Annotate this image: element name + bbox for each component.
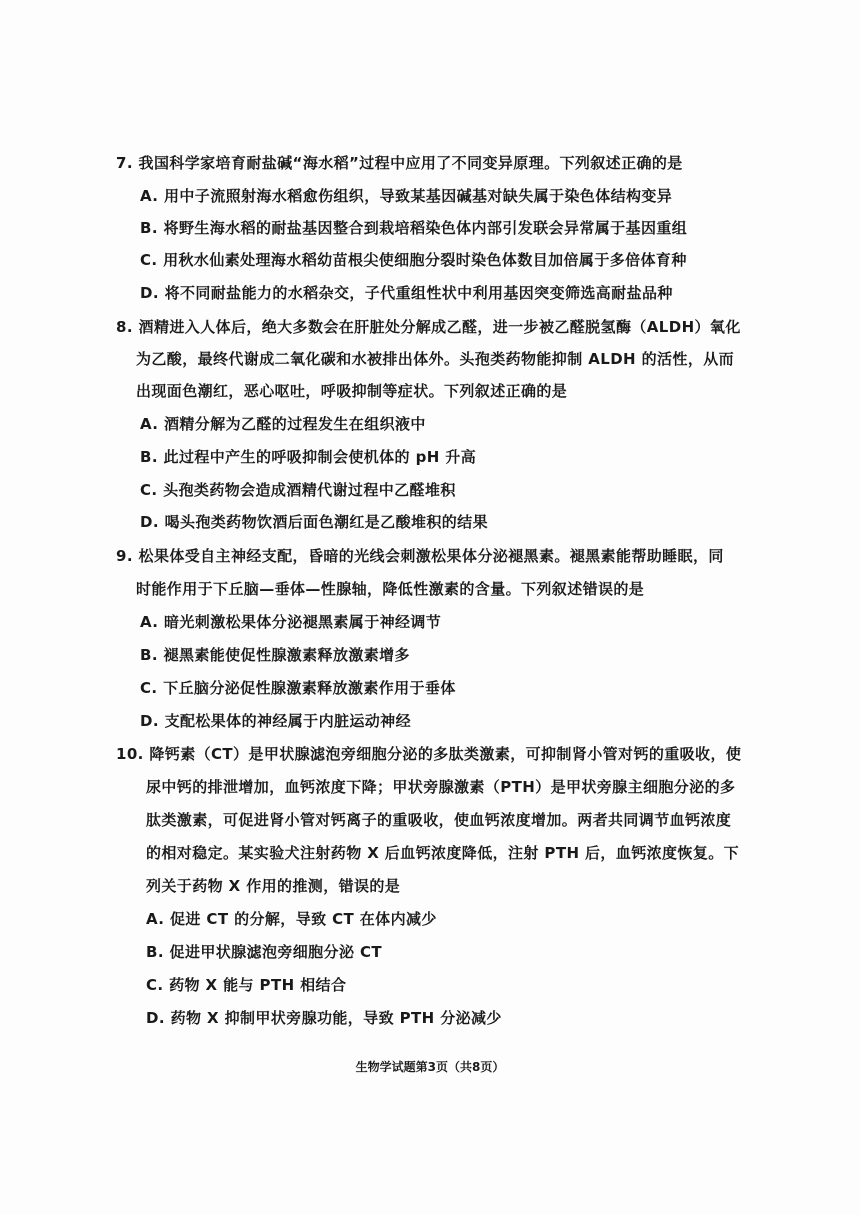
q7-option-b: B. 将野生海水稻的耐盐基因整合到栽培稻染色体内部引发联会异常属于基因重组 [140, 219, 688, 237]
q9-option-b: B. 褪黑素能使促性腺激素释放激素增多 [140, 646, 410, 664]
q9-option-d: D. 支配松果体的神经属于内脏运动神经 [140, 712, 411, 730]
q8-option-a: A. 酒精分解为乙醛的过程发生在组织液中 [140, 415, 426, 433]
q10-stem-line-2: 尿中钙的排泄增加，血钙浓度下降；甲状旁腺激素（PTH）是甲状旁腺主细胞分泌的多 [146, 778, 736, 796]
q9-option-a: A. 暗光刺激松果体分泌褪黑素属于神经调节 [140, 613, 442, 631]
page-footer: 生物学试题第3页（共8页） [355, 1060, 505, 1074]
q10-option-c: C. 药物 X 能与 PTH 相结合 [146, 976, 347, 994]
q8-stem-line-1: 8. 酒精进入人体后，绝大多数会在肝脏处分解成乙醛，进一步被乙醛脱氢酶（ALDH）氧化 [116, 318, 741, 336]
q8-option-b: B. 此过程中产生的呼吸抑制会使机体的 pH 升高 [140, 448, 477, 466]
q7-stem-line-1: 7. 我国科学家培育耐盐碱“海水稻”过程中应用了不同变异原理。下列叙述正确的是 [116, 154, 683, 172]
q10-option-d: D. 药物 X 抑制甲状旁腺功能，导致 PTH 分泌减少 [146, 1009, 502, 1027]
q10-stem-line-5: 列关于药物 X 作用的推测，错误的是 [146, 877, 401, 895]
q7-option-c: C. 用秋水仙素处理海水稻幼苗根尖使细胞分裂时染色体数目加倍属于多倍体育种 [140, 251, 687, 269]
q8-option-d: D. 喝头孢类药物饮酒后面色潮红是乙酸堆积的结果 [140, 513, 488, 531]
q10-option-a: A. 促进 CT 的分解，导致 CT 在体内减少 [146, 910, 437, 928]
q9-stem-line-1: 9. 松果体受自主神经支配，昏暗的光线会刺激松果体分泌褪黑素。褪黑素能帮助睡眠，同 [116, 547, 724, 565]
q8-stem-line-2: 为乙酸，最终代谢成二氧化碳和水被排出体外。头孢类药物能抑制 ALDH 的活性，从而 [136, 350, 735, 368]
q8-stem-line-3: 出现面色潮红，恶心呕吐，呼吸抑制等症状。下列叙述正确的是 [136, 382, 568, 400]
q10-stem-line-1: 10. 降钙素（CT）是甲状腺滤泡旁细胞分泌的多肽类激素，可抑制肾小管对钙的重吸收，使 [116, 745, 742, 763]
q9-option-c: C. 下丘脑分泌促性腺激素释放激素作用于垂体 [140, 679, 456, 697]
q7-option-a: A. 用中子流照射海水稻愈伤组织，导致某基因碱基对缺失属于染色体结构变异 [140, 187, 673, 205]
q10-stem-line-4: 的相对稳定。某实验犬注射药物 X 后血钙浓度降低，注射 PTH 后，血钙浓度恢复。下 [146, 844, 740, 862]
q10-option-b: B. 促进甲状腺滤泡旁细胞分泌 CT [146, 943, 383, 961]
q9-stem-line-2: 时能作用于下丘脑—垂体—性腺轴，降低性激素的含量。下列叙述错误的是 [136, 580, 645, 598]
q10-stem-line-3: 肽类激素，可促进肾小管对钙离子的重吸收，使血钙浓度增加。两者共同调节血钙浓度 [146, 811, 732, 829]
q8-option-c: C. 头孢类药物会造成酒精代谢过程中乙醛堆积 [140, 481, 456, 499]
q7-option-d: D. 将不同耐盐能力的水稻杂交，子代重组性状中利用基因突变筛选高耐盐品种 [140, 284, 673, 302]
